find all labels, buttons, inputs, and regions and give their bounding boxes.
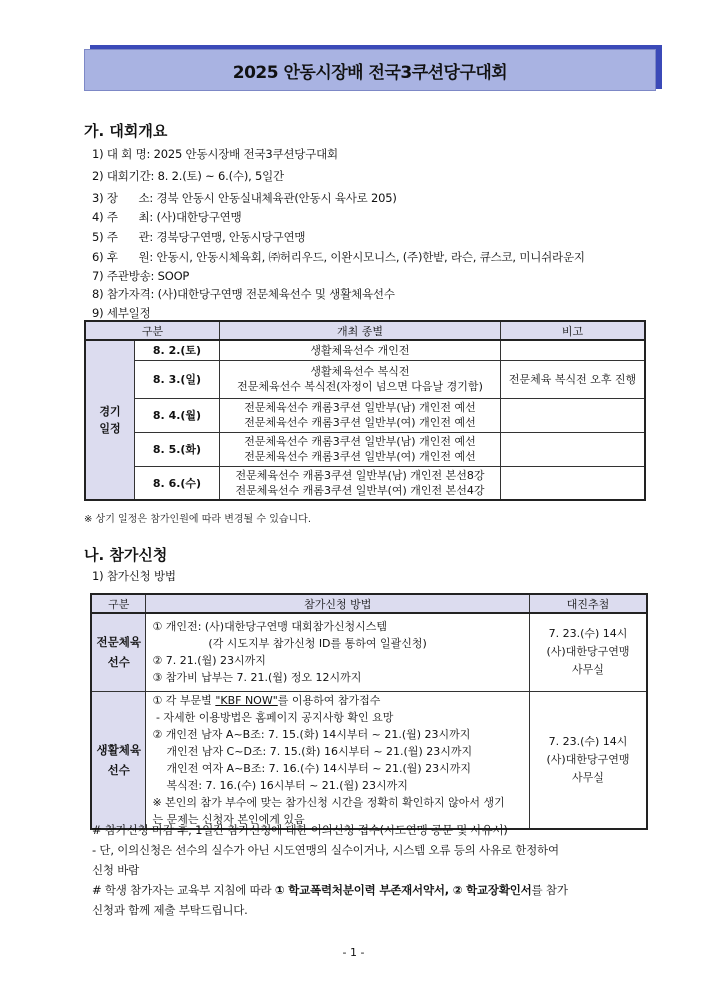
registration-row-amateur [91, 691, 647, 829]
schedule-events: 전문체육선수 캐롬3쿠션 일반부(남) 개인전 예선 전문체육선수 캐롬3쿠션 일반부(여) 개인전 예선 [220, 432, 501, 466]
student-note [92, 880, 632, 920]
registration-method-text: ① 각 부문별 [152, 693, 216, 707]
title-banner [84, 45, 658, 89]
schedule-row [85, 466, 645, 500]
schedule-row [85, 398, 645, 432]
page-number: - 1 - [342, 946, 365, 959]
schedule-note [501, 466, 646, 500]
schedule-date: 8. 3.(일) [135, 360, 220, 398]
registration-note: # 참가신청 마감 후, 1일간 참가신청에 대한 이의신청 접수(시도연맹 공문 및 사유서) [92, 823, 508, 837]
schedule-header-category: 구분 [85, 321, 220, 340]
overview-item-broadcast: 7) 주관방송: SOOP [92, 269, 190, 283]
registration-row-elite [91, 613, 647, 691]
registration-header-row [91, 594, 647, 613]
registration-note: - 단, 이의신청은 선수의 실수가 아닌 시도연맹의 실수이거나, 시스템 오류 등의 사유로 한정하여 신청 바람 [92, 843, 559, 877]
schedule-events: 생활체육선수 복식전 전문체육선수 복식전(자정이 넘으면 다음날 경기함) [220, 360, 501, 398]
registration-method-text: 를 이용하여 참가접수 [277, 693, 381, 707]
registration-header-category: 구분 [91, 594, 146, 613]
registration-category: 생활체육 선수 [91, 691, 146, 829]
schedule-table [84, 320, 646, 501]
schedule-row [85, 340, 645, 360]
overview-item-period: 2) 대회기간: 8. 2.(토) ~ 6.(수), 5일간 [92, 169, 284, 183]
overview-item-venue: 3) 장 소: 경북 안동시 안동실내체육관(안동시 육사로 205) [92, 191, 397, 205]
student-note-documents: ① 학교폭력처분이력 부존재서약서, ② 학교장확인서 [274, 883, 532, 897]
schedule-footnote: ※ 상기 일정은 참가인원에 따라 변경될 수 있습니다. [84, 514, 312, 525]
registration-method [146, 691, 530, 829]
registration-method-details: - 자세한 이용방법은 홈페이지 공지사항 확인 요망 ② 개인전 남자 A~B조: 7. 15.(화) 14시부터 ~ 21.(월) 23시까지 개인전 남자 C~D조: 7. 15.(화) 16시부터 ~ 21.(월) 23시까지 개인전 여자 A~B조: 7. 16.(수) 14시부터 ~ 21.(월) 23시까지 복식전: 7. 16.(수) 16시부터 ~ 21.(월) 23시까지 ※ 본인의 참가 부수에 맞는 참가신청 시간을 정확히 확인하지 않아서 생기 는 문제는 신청자 본인에게 있음 [152, 710, 505, 826]
overview-item-eligibility: 8) 참가자격: (사)대한당구연맹 전문체육선수 및 생활체육선수 [92, 287, 395, 301]
document-title: 2025 안동시장배 전국3쿠션당구대회 [84, 49, 656, 91]
schedule-note [501, 432, 646, 466]
schedule-category-cell: 경기 일정 [85, 340, 135, 500]
overview-item-name: 1) 대 회 명: 2025 안동시장배 전국3쿠션당구대회 [92, 147, 338, 161]
overview-item-organizer: 5) 주 관: 경북당구연맹, 안동시당구연맹 [92, 230, 306, 244]
student-note-text: 를 참가 신청과 함께 제출 부탁드립니다. [92, 883, 568, 917]
schedule-events: 전문체육선수 캐롬3쿠션 일반부(남) 개인전 본선8강 전문체육선수 캐롬3쿠션 일반부(여) 개인전 본선4강 [220, 466, 501, 500]
title-shadow-right [656, 45, 662, 89]
registration-header-draw: 대진추첨 [529, 594, 647, 613]
schedule-note [501, 398, 646, 432]
schedule-events: 생활체육선수 개인전 [220, 340, 501, 360]
schedule-note [501, 340, 646, 360]
schedule-date: 8. 6.(수) [135, 466, 220, 500]
registration-subheading: 1) 참가신청 방법 [92, 569, 176, 583]
student-note-text: # 학생 참가자는 교육부 지침에 따라 [92, 883, 275, 897]
schedule-header-note: 비고 [501, 321, 646, 340]
registration-draw: 7. 23.(수) 14시 (사)대한당구연맹 사무실 [529, 691, 647, 829]
overview-item-sponsor: 6) 후 원: 안동시, 안동시체육회, ㈜허리우드, 이완시모니스, (주)한밭, 라슨, 큐스코, 미니쉬라운지 [92, 250, 585, 264]
schedule-events: 전문체육선수 캐롬3쿠션 일반부(남) 개인전 예선 전문체육선수 캐롬3쿠션 일반부(여) 개인전 예선 [220, 398, 501, 432]
registration-table [90, 593, 648, 830]
schedule-date: 8. 5.(화) [135, 432, 220, 466]
schedule-note: 전문체육 복식전 오후 진행 [501, 360, 646, 398]
section-heading-registration: 나. 참가신청 [84, 546, 168, 564]
overview-item-host: 4) 주 최: (사)대한당구연맹 [92, 210, 242, 224]
schedule-date: 8. 4.(월) [135, 398, 220, 432]
registration-draw: 7. 23.(수) 14시 (사)대한당구연맹 사무실 [529, 613, 647, 691]
schedule-row [85, 360, 645, 398]
schedule-date: 8. 2.(토) [135, 340, 220, 360]
registration-header-method: 참가신청 방법 [146, 594, 530, 613]
section-heading-overview: 가. 대회개요 [84, 122, 168, 140]
schedule-row [85, 432, 645, 466]
kbf-now-link[interactable]: "KBF NOW" [215, 693, 278, 707]
schedule-header-events: 개최 종별 [220, 321, 501, 340]
overview-item-schedule: 9) 세부일정 [92, 306, 151, 320]
registration-method: ① 개인전: (사)대한당구연맹 대회참가신청시스템 (각 시도지부 참가신청 ID를 통하여 일괄신청) ② 7. 21.(월) 23시까지 ③ 참가비 납부는 7. 21.(월) 정오 12시까지 [146, 613, 530, 691]
registration-category: 전문체육 선수 [91, 613, 146, 691]
schedule-header-row [85, 321, 645, 340]
